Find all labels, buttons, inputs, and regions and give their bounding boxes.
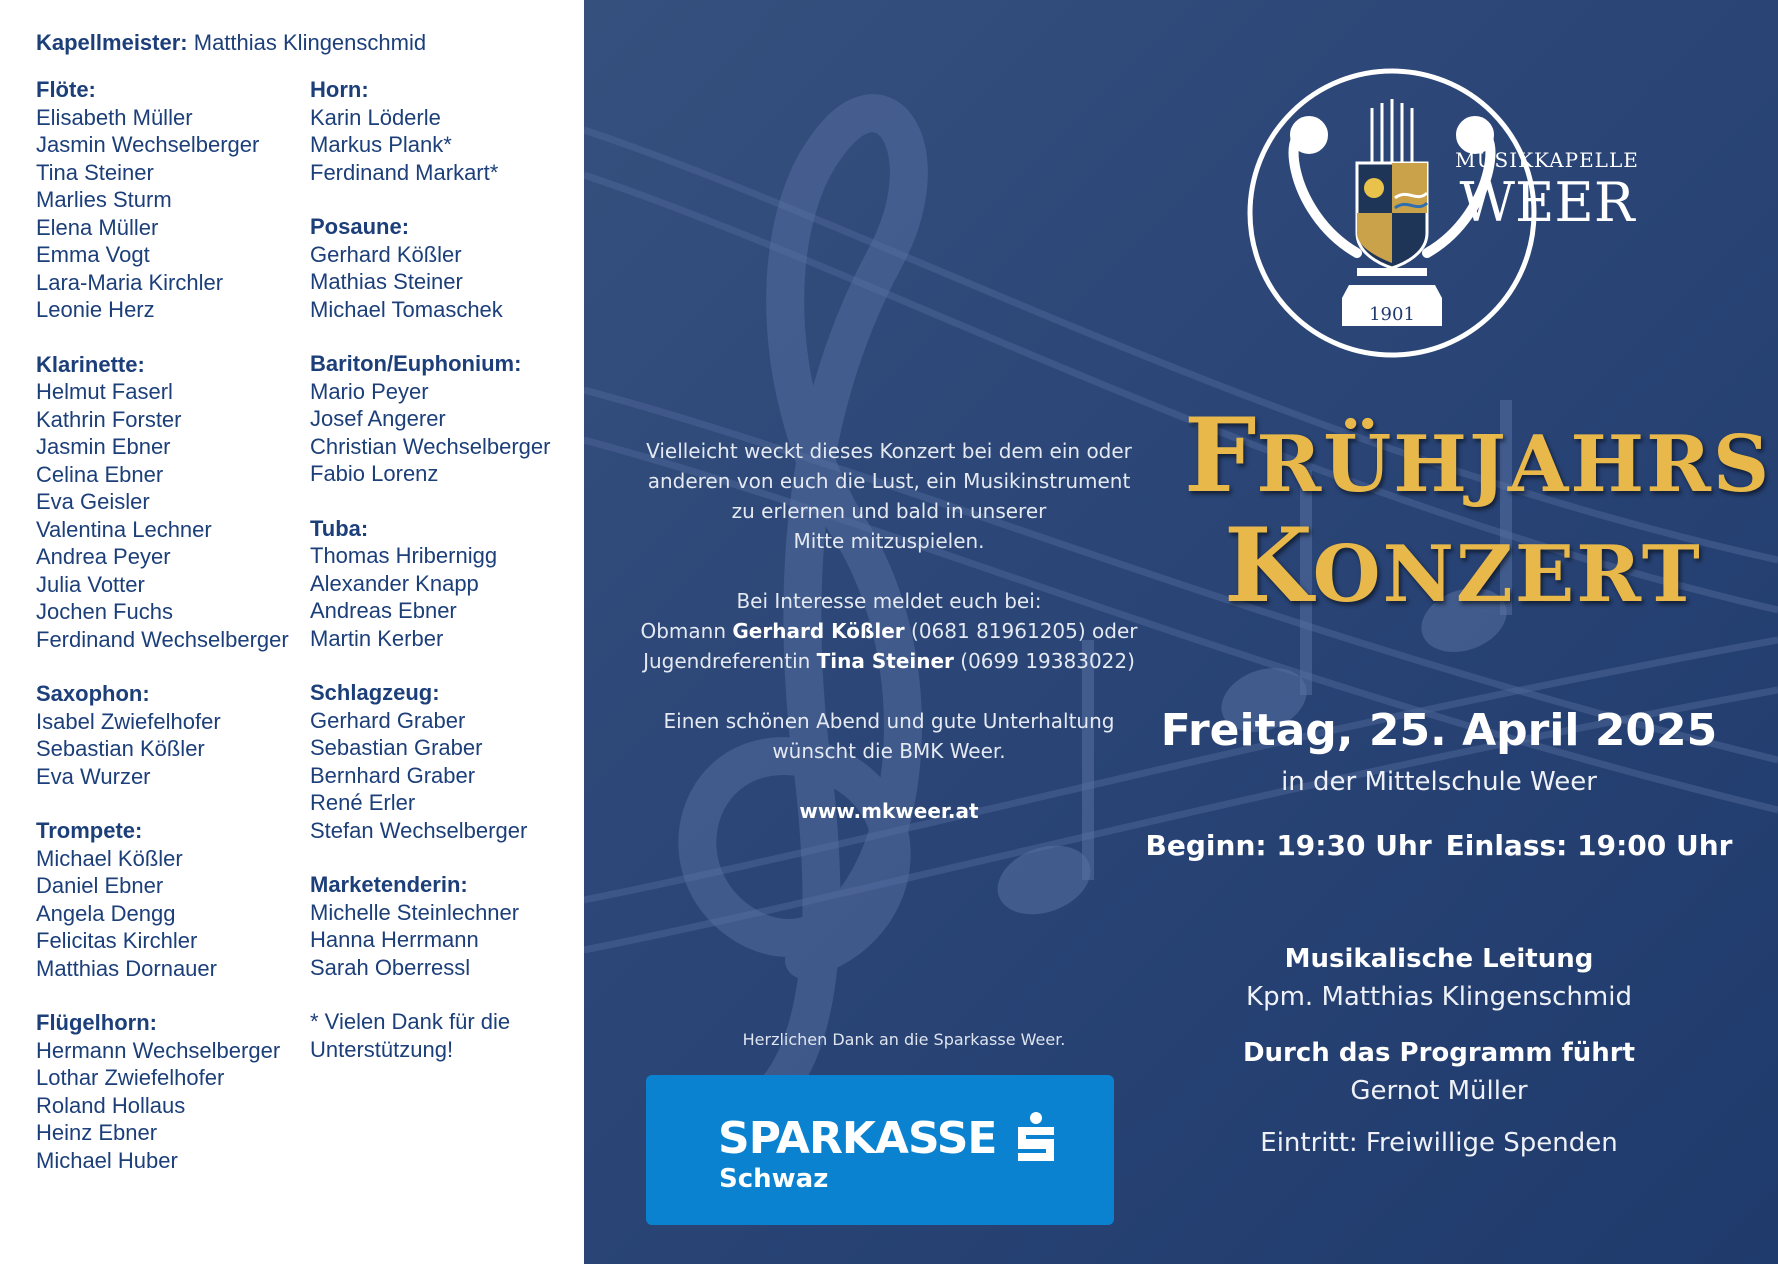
contact1-phone: (0681 81961205) oder (904, 619, 1138, 643)
member-name: Ferdinand Markart* (310, 159, 499, 185)
text-line: zu erlernen und bald in unserer (731, 499, 1047, 523)
title-line-1: FRÜHJAHRS (1184, 396, 1772, 516)
member-name: Jasmin Wechselberger (36, 132, 260, 157)
event-date: Freitag, 25. April 2025 (1160, 705, 1718, 756)
admission-info: Eintritt: Freiwillige Spenden (1260, 1128, 1618, 1158)
text-line: Vielleicht weckt dieses Konzert bei dem ein oder (646, 439, 1132, 463)
member-name: Martin Kerber (310, 625, 444, 651)
section-title: Flügelhorn: (36, 1010, 157, 1035)
member-name: Lara-Maria Kirchler (36, 269, 224, 295)
member-name: Fabio Lorenz (310, 461, 439, 486)
sponsor-thanks: Herzlichen Dank an die Sparkasse Weer. (742, 1030, 1066, 1049)
member-name: Hanna Herrmann (310, 927, 479, 952)
member-name: Michael Kößler (36, 845, 183, 871)
member-name: Elisabeth Müller (36, 104, 193, 130)
member-name: Stefan Wechselberger (310, 817, 528, 843)
member-name: Julia Votter (36, 571, 145, 597)
contact-intro: Bei Interesse meldet euch bei: (736, 589, 1042, 613)
programm-name: Gernot Müller (1350, 1076, 1528, 1106)
member-name: Sebastian Kößler (36, 736, 205, 761)
invitation-text (614, 436, 1164, 856)
contact2-name: Tina Steiner (816, 649, 954, 673)
member-name: Hermann Wechselberger (36, 1037, 281, 1063)
kapellmeister-name: Matthias Klingenschmid (193, 30, 427, 55)
contact2-phone: (0699 19383022) (953, 649, 1135, 673)
member-name: Christian Wechselberger (310, 433, 551, 459)
section-title: Bariton/Euphonium: (310, 351, 522, 376)
member-name: Tina Steiner (36, 159, 154, 185)
section-title: Saxophon: (36, 681, 150, 706)
instrument-section (310, 679, 580, 844)
member-name: Markus Plank* (310, 132, 452, 157)
thanks-footnote: * Vielen Dank für die Unterstützung! (310, 1009, 511, 1062)
instrument-section (310, 213, 580, 323)
member-name: Kathrin Forster (36, 406, 182, 432)
event-times (1144, 829, 1734, 862)
cover-panel (584, 0, 1778, 1264)
member-name: Jasmin Ebner (36, 434, 171, 459)
sparkasse-s-icon (1014, 1111, 1058, 1165)
member-name: Angela Dengg (36, 900, 176, 926)
member-name: Andrea Peyer (36, 544, 171, 569)
section-title: Tuba: (310, 515, 369, 541)
section-title: Marketenderin: (310, 872, 468, 897)
member-name: Heinz Ebner (36, 1120, 158, 1145)
member-name: Mathias Steiner (310, 269, 463, 294)
instrument-section (310, 350, 580, 488)
member-name: Sarah Oberressl (310, 954, 471, 980)
logo-year: 1901 (1369, 304, 1415, 325)
member-name: Josef Angerer (310, 406, 446, 431)
logo-org-small: MUSIKKAPELLE (1455, 148, 1639, 172)
kapellmeister-label: Kapellmeister: (36, 30, 188, 55)
roster-column-left (36, 76, 296, 1201)
member-name: Karin Löderle (310, 104, 441, 130)
closing-paragraph (614, 706, 1164, 766)
text-line: Einen schönen Abend und gute Unterhaltung (663, 709, 1115, 733)
start-time: Beginn: 19:30 Uhr (1145, 829, 1432, 862)
contact1-name: Gerhard Kößler (732, 619, 905, 643)
title-line-2: KONZERT (1224, 506, 1702, 626)
instrument-section (36, 1009, 296, 1174)
member-name: Isabel Zwiefelhofer (36, 708, 221, 734)
member-name: Roland Hollaus (36, 1092, 186, 1118)
member-name: René Erler (310, 790, 416, 815)
instrument-section (36, 680, 296, 790)
member-name: Ferdinand Wechselberger (36, 626, 289, 652)
contact1-role: Obmann (640, 619, 733, 643)
contact2-role: Jugendreferentin (643, 649, 817, 673)
event-venue: in der Mittelschule Weer (1281, 767, 1597, 797)
invitation-paragraph (614, 436, 1164, 556)
section-title: Horn: (310, 77, 369, 102)
member-name: Michael Tomaschek (310, 296, 503, 322)
member-name: Michael Huber (36, 1147, 178, 1173)
member-name: Andreas Ebner (310, 598, 457, 623)
member-name: Jochen Fuchs (36, 599, 173, 624)
section-title: Schlagzeug: (310, 680, 440, 705)
member-name: Matthias Dornauer (36, 955, 217, 981)
section-title: Klarinette: (36, 351, 145, 377)
member-name: Emma Vogt (36, 242, 150, 267)
section-title: Posaune: (310, 214, 410, 239)
instrument-section (36, 817, 296, 982)
member-name: Felicitas Kirchler (36, 928, 198, 953)
member-name: Alexander Knapp (310, 570, 479, 596)
member-name: Eva Wurzer (36, 763, 151, 789)
sponsor-logo (646, 1075, 1114, 1225)
member-name: Sebastian Graber (310, 735, 483, 760)
entry-time: Einlass: 19:00 Uhr (1445, 829, 1733, 862)
member-name: Helmut Faserl (36, 379, 173, 404)
programm-label: Durch das Programm führt (1242, 1038, 1636, 1068)
section-title: Flöte: (36, 77, 96, 102)
leitung-name: Kpm. Matthias Klingenschmid (1246, 982, 1632, 1012)
text-line: wünscht die BMK Weer. (772, 739, 1006, 763)
instrument-section (310, 76, 580, 186)
member-name: Valentina Lechner (36, 516, 212, 542)
member-name: Elena Müller (36, 214, 159, 240)
text-line: Mitte mitzuspielen. (793, 529, 985, 553)
leitung-label: Musikalische Leitung (1284, 944, 1594, 974)
section-title: Trompete: (36, 818, 143, 843)
member-roster-panel (0, 0, 584, 1264)
logo-org-big: WEER (1459, 171, 1635, 234)
member-name: Bernhard Graber (310, 762, 476, 788)
member-name: Thomas Hribernigg (310, 543, 498, 568)
member-name: Mario Peyer (310, 378, 429, 404)
sponsor-name: SPARKASSE (718, 1113, 997, 1164)
member-name: Daniel Ebner (36, 873, 164, 898)
instrument-section (310, 515, 580, 653)
member-name: Celina Ebner (36, 461, 164, 487)
instrument-section (36, 76, 296, 324)
contact-paragraph (614, 586, 1164, 676)
member-name: Gerhard Kößler (310, 241, 462, 267)
musikkapelle-weer-logo (1247, 63, 1697, 363)
website-link[interactable]: www.mkweer.at (799, 799, 979, 823)
member-name: Michelle Steinlechner (310, 899, 520, 925)
instrument-section (310, 871, 580, 981)
text-line: anderen von euch die Lust, ein Musikinstrument (647, 469, 1131, 493)
concert-title (1184, 396, 1772, 626)
member-name: Gerhard Graber (310, 707, 466, 733)
member-name: Eva Geisler (36, 489, 150, 514)
member-name: Leonie Herz (36, 297, 155, 322)
kapellmeister-line (36, 30, 426, 56)
sponsor-city: Schwaz (719, 1164, 829, 1194)
member-name: Lothar Zwiefelhofer (36, 1065, 225, 1090)
instrument-section (36, 351, 296, 654)
member-name: Marlies Sturm (36, 187, 172, 212)
roster-column-right (310, 76, 580, 1063)
